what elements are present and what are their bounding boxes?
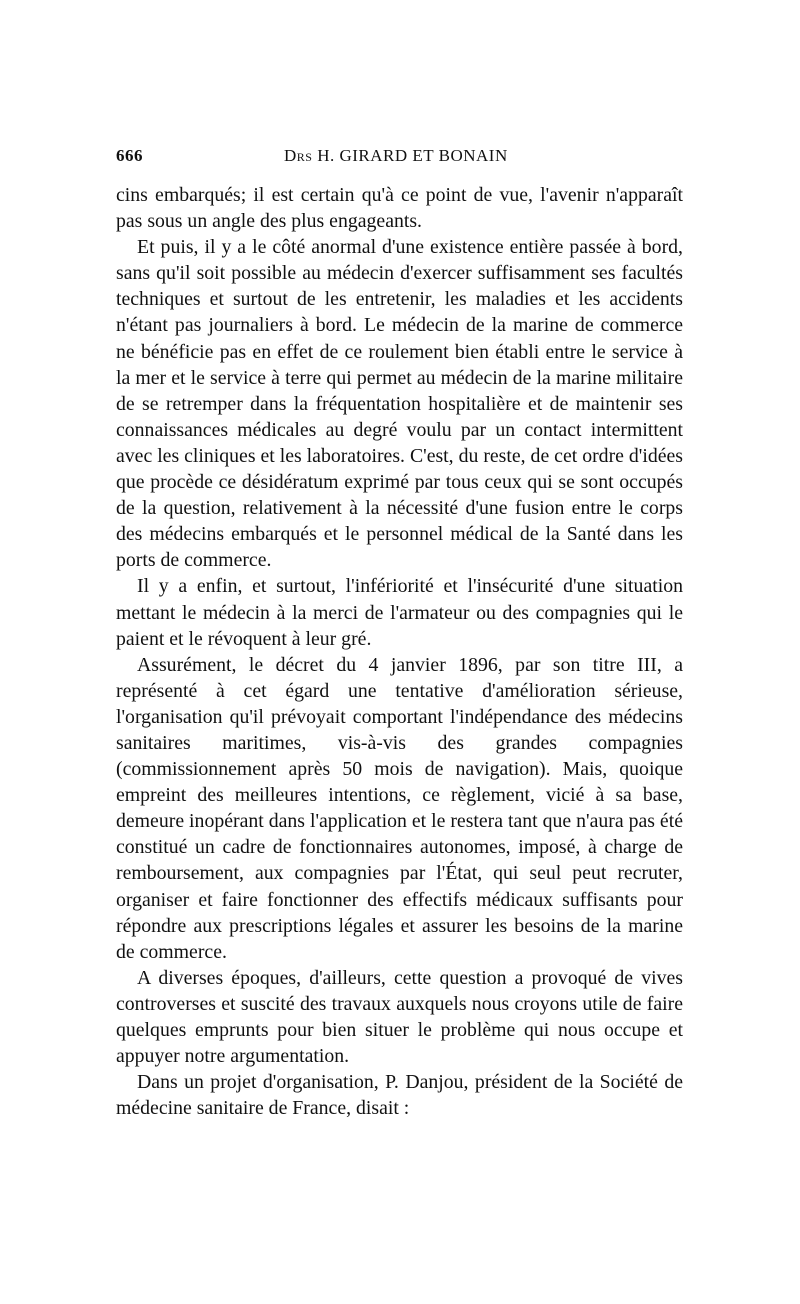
paragraph: Et puis, il y a le côté anormal d'une existence entière passée à bord, sans qu'il soit possible au médecin d'exercer suffisamment ses facultés techniques et surtout de les entretenir, les maladies et les accidents n'étant pas journaliers à bord. Le médecin de la marine de commerce ne bénéficie pas en effet de ce roulement bien établi entre le service à la mer et le service à terre qui permet au médecin de la marine militaire de se retremper dans la fréquentation hospitalière et de maintenir ses connaissances médicales au degré voulu par un contact intermittent avec les cliniques et les laboratoires. C'est, du reste, de cet ordre d'idées que procède ce désidératum exprimé par tous ceux qui se sont occupés de la question, relativement à la nécessité d'une fusion entre le corps des médecins embarqués et le personnel médical de la Santé dans les ports de commerce. bbox=[116, 236, 683, 572]
paragraph: A diverses époques, d'ailleurs, cette question a provoqué de vives controverses et suscité des travaux auxquels nous croyons utile de faire quelques emprunts pour bien situer le problème qui nous occupe et appuyer notre argumentation. bbox=[116, 966, 683, 1068]
paragraph-continuation: cins embarqués; il est certain qu'à ce point de vue, l'avenir n'apparaît pas sous un angle des plus engageants. bbox=[116, 184, 683, 233]
page-number: 666 bbox=[116, 146, 143, 165]
running-head bbox=[116, 146, 683, 168]
paragraph: Assurément, le décret du 4 janvier 1896, par son titre III, a représenté à cet égard une tentative d'amélioration sérieuse, l'organisation qu'il prévoyait comportant l'indépendance des médecins sanitaires maritimes, vis-à-vis des grandes compagnies (commissionnement après 50 mois de navigation). Mais, quoique empreint des meilleures intentions, ce règlement, vicié à sa base, demeure inopérant dans l'application et le restera tant que n'aura pas été constitué un cadre de fonctionnaires autonomes, imposé, à charge de remboursement, aux compagnies par l'État, qui seul peut recruter, organiser et faire fonctionner des effectifs médicaux suffisants pour répondre aux prescriptions légales et assurer les besoins de la marine de commerce. bbox=[116, 653, 683, 963]
paragraph: Il y a enfin, et surtout, l'infériorité et l'insécurité d'une situation mettant le médecin à la merci de l'armateur ou des compagnies qui le paient et le révoquent à leur gré. bbox=[116, 575, 683, 650]
running-head-title: Drs H. GIRARD ET BONAIN bbox=[284, 146, 508, 165]
paragraph: Dans un projet d'organisation, P. Danjou, président de la Société de médecine sanitaire de France, disait : bbox=[116, 1071, 683, 1120]
body-text bbox=[116, 182, 683, 1121]
